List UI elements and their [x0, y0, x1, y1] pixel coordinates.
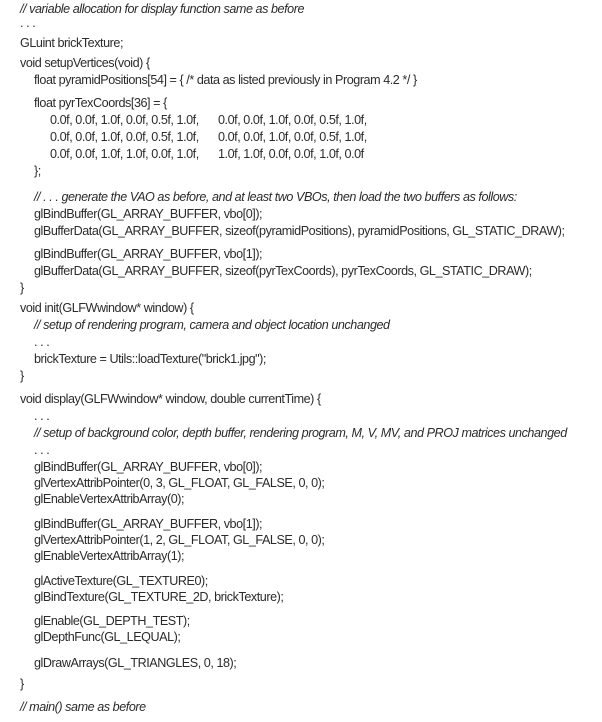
code-line: } [20, 281, 24, 295]
code-line: glBindBuffer(GL_ARRAY_BUFFER, vbo[1]); [34, 247, 263, 261]
code-line: glDrawArrays(GL_TRIANGLES, 0, 18); [34, 656, 237, 670]
code-line: float pyramidPositions[54] = { /* data as listed previously in Program 4.2 */ } [34, 73, 417, 87]
code-ellipsis: . . . [20, 16, 36, 30]
code-comment-line: // variable allocation for display function same as before [20, 2, 305, 16]
code-array-values: 0.0f, 0.0f, 1.0f, 0.0f, 0.5f, 1.0f, [218, 130, 367, 144]
code-array-values: 0.0f, 0.0f, 1.0f, 0.0f, 0.5f, 1.0f, [50, 113, 199, 127]
code-array-values: 0.0f, 0.0f, 1.0f, 1.0f, 0.0f, 1.0f, [50, 147, 199, 161]
code-line: glActiveTexture(GL_TEXTURE0); [34, 574, 208, 588]
code-line: glVertexAttribPointer(0, 3, GL_FLOAT, GL_FALSE, 0, 0); [34, 476, 325, 490]
code-line: glBindBuffer(GL_ARRAY_BUFFER, vbo[0]); [34, 207, 263, 221]
code-line: glDepthFunc(GL_LEQUAL); [34, 630, 181, 644]
code-line: glVertexAttribPointer(1, 2, GL_FLOAT, GL_FALSE, 0, 0); [34, 533, 325, 547]
code-line: glBindBuffer(GL_ARRAY_BUFFER, vbo[1]); [34, 517, 263, 531]
code-line: } [20, 369, 24, 383]
code-line: float pyrTexCoords[36] = { [34, 96, 167, 110]
code-array-values: 1.0f, 1.0f, 0.0f, 0.0f, 1.0f, 0.0f [218, 147, 364, 161]
code-array-values: 0.0f, 0.0f, 1.0f, 0.0f, 0.5f, 1.0f, [218, 113, 367, 127]
code-ellipsis: . . . [34, 335, 50, 349]
code-ellipsis: . . . [34, 443, 50, 457]
code-line: glEnable(GL_DEPTH_TEST); [34, 614, 190, 628]
code-line: glBufferData(GL_ARRAY_BUFFER, sizeof(pyrTexCoords), pyrTexCoords, GL_STATIC_DRAW); [34, 264, 532, 278]
code-line: void display(GLFWwindow* window, double currentTime) { [20, 392, 321, 406]
code-line: } [20, 677, 24, 691]
code-line: GLuint brickTexture; [20, 36, 123, 50]
code-ellipsis: . . . [34, 409, 50, 423]
code-line: glEnableVertexAttribArray(0); [34, 492, 185, 506]
code-comment-line: // main() same as before [20, 700, 146, 714]
code-line: glEnableVertexAttribArray(1); [34, 549, 185, 563]
code-line: glBufferData(GL_ARRAY_BUFFER, sizeof(pyramidPositions), pyramidPositions, GL_STATIC_DRAW); [34, 224, 565, 238]
code-line: void setupVertices(void) { [20, 56, 150, 70]
code-line: }; [34, 164, 41, 178]
code-line: void init(GLFWwindow* window) { [20, 301, 194, 315]
code-line: brickTexture = Utils::loadTexture("brick1.jpg"); [34, 352, 266, 366]
code-comment-line: // setup of background color, depth buffer, rendering program, M, V, MV, and PROJ matrices unchanged [34, 426, 567, 440]
code-array-values: 0.0f, 0.0f, 1.0f, 0.0f, 0.5f, 1.0f, [50, 130, 199, 144]
code-line: glBindTexture(GL_TEXTURE_2D, brickTexture); [34, 590, 284, 604]
code-line: glBindBuffer(GL_ARRAY_BUFFER, vbo[0]); [34, 460, 263, 474]
code-comment-line: // setup of rendering program, camera and object location unchanged [34, 318, 390, 332]
code-comment-line: // . . . generate the VAO as before, and at least two VBOs, then load the two buffers as follows: [34, 190, 517, 204]
